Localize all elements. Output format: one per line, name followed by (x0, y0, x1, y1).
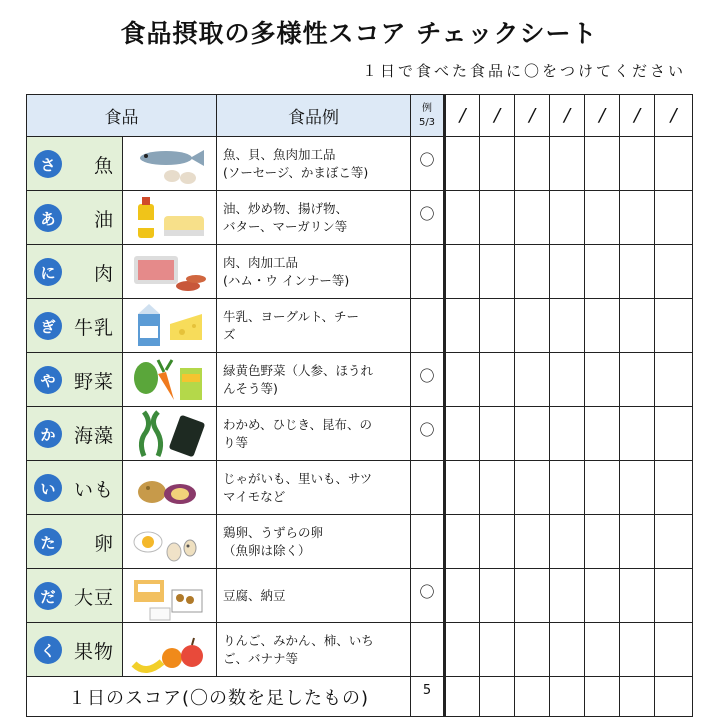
food-name: いも (73, 478, 114, 501)
check-cell[interactable] (585, 461, 620, 515)
page-title: 食品摂取の多様性スコア チェックシート (120, 19, 598, 48)
food-name: 卵 (93, 532, 114, 555)
check-cell[interactable] (550, 677, 585, 717)
check-cell[interactable] (620, 407, 655, 461)
check-cell[interactable] (550, 245, 585, 299)
check-cell[interactable] (480, 677, 515, 717)
food-row (27, 353, 693, 407)
check-cell[interactable] (445, 137, 480, 191)
check-cell[interactable] (655, 515, 693, 569)
food-name-cell (27, 623, 123, 677)
initial-badge: さ (34, 150, 62, 178)
initial-badge: か (34, 420, 62, 448)
seaweed-icon (123, 408, 213, 460)
header-row (27, 95, 693, 137)
food-header: 食品 (27, 95, 217, 137)
check-cell[interactable] (550, 299, 585, 353)
food-example-cell: 豆腐、納豆 (217, 569, 411, 623)
check-cell[interactable] (585, 191, 620, 245)
food-name: 海藻 (73, 424, 114, 447)
check-cell[interactable] (585, 353, 620, 407)
food-example-cell: わかめ、ひじき、昆布、の り等 (217, 407, 411, 461)
food-name-cell (27, 245, 123, 299)
check-cell[interactable] (445, 677, 480, 717)
check-cell[interactable] (585, 569, 620, 623)
food-row (27, 191, 693, 245)
check-cell[interactable] (445, 569, 480, 623)
food-row (27, 461, 693, 515)
food-name-cell (27, 569, 123, 623)
food-example-cell: 魚、貝、魚肉加工品 (ソーセージ、かまぼこ等) (217, 137, 411, 191)
check-cell[interactable] (515, 299, 550, 353)
date-slot[interactable]: / (515, 95, 550, 137)
check-cell[interactable] (620, 299, 655, 353)
check-cell[interactable] (620, 245, 655, 299)
check-cell[interactable] (515, 569, 550, 623)
food-example-cell: 肉、肉加工品 (ハム・ウ インナー等) (217, 245, 411, 299)
check-cell[interactable] (655, 407, 693, 461)
example-mark (411, 623, 445, 677)
check-cell[interactable] (620, 623, 655, 677)
initial-badge: に (34, 258, 62, 286)
food-name: 油 (93, 208, 114, 231)
check-cell[interactable] (585, 137, 620, 191)
check-cell[interactable] (620, 515, 655, 569)
check-cell[interactable] (620, 569, 655, 623)
food-name-cell (27, 461, 123, 515)
check-cell[interactable] (550, 461, 585, 515)
score-label: １日のスコア(〇の数を足したもの) (27, 677, 411, 717)
example-header: 食品例 (217, 95, 411, 137)
check-cell[interactable] (515, 515, 550, 569)
initial-badge: や (34, 366, 62, 394)
checklist-table (26, 94, 693, 717)
food-image-cell (123, 137, 217, 191)
example-col-header: 例 5/3 (411, 95, 445, 137)
check-cell[interactable] (445, 245, 480, 299)
food-example-cell: りんご、みかん、柿、いち ご、バナナ等 (217, 623, 411, 677)
check-cell[interactable] (585, 515, 620, 569)
milk-icon (123, 300, 213, 352)
example-mark: 〇 (411, 407, 445, 461)
check-cell[interactable] (655, 137, 693, 191)
food-name-cell (27, 515, 123, 569)
initial-badge: く (34, 636, 62, 664)
date-slot[interactable]: / (620, 95, 655, 137)
check-cell[interactable] (655, 353, 693, 407)
check-cell[interactable] (655, 461, 693, 515)
check-cell[interactable] (445, 299, 480, 353)
vegetable-icon (123, 354, 213, 406)
check-cell[interactable] (620, 461, 655, 515)
food-row (27, 407, 693, 461)
check-cell[interactable] (550, 137, 585, 191)
check-cell[interactable] (620, 137, 655, 191)
check-cell[interactable] (655, 245, 693, 299)
fish-icon (123, 138, 213, 190)
food-row (27, 137, 693, 191)
initial-badge: ぎ (34, 312, 62, 340)
food-name-cell (27, 191, 123, 245)
check-cell[interactable] (655, 677, 693, 717)
score-row (27, 677, 693, 717)
check-cell[interactable] (515, 245, 550, 299)
check-cell[interactable] (480, 299, 515, 353)
food-name-cell (27, 299, 123, 353)
food-name: 牛乳 (73, 316, 114, 339)
food-example-cell: 鶏卵、うずらの卵 （魚卵は除く） (217, 515, 411, 569)
check-cell[interactable] (515, 461, 550, 515)
check-cell[interactable] (585, 299, 620, 353)
initial-badge: あ (34, 204, 62, 232)
check-cell[interactable] (445, 191, 480, 245)
check-cell[interactable] (550, 515, 585, 569)
food-image-cell (123, 569, 217, 623)
food-name-cell (27, 353, 123, 407)
check-cell[interactable] (550, 623, 585, 677)
food-row (27, 515, 693, 569)
check-cell[interactable] (585, 245, 620, 299)
check-cell[interactable] (550, 191, 585, 245)
check-cell[interactable] (445, 407, 480, 461)
check-cell[interactable] (480, 407, 515, 461)
initial-badge: た (34, 528, 62, 556)
initial-badge: い (34, 474, 62, 502)
check-cell[interactable] (550, 407, 585, 461)
check-cell[interactable] (620, 353, 655, 407)
soybean-icon (123, 570, 213, 622)
check-cell[interactable] (655, 299, 693, 353)
example-mark (411, 461, 445, 515)
initial-badge: だ (34, 582, 62, 610)
food-name: 果物 (73, 640, 114, 663)
score-value: 5 (411, 677, 445, 717)
check-cell[interactable] (620, 677, 655, 717)
date-slot[interactable]: / (480, 95, 515, 137)
food-image-cell (123, 191, 217, 245)
food-name: 肉 (93, 262, 114, 285)
check-cell[interactable] (620, 191, 655, 245)
check-cell[interactable] (550, 569, 585, 623)
food-name-cell (27, 137, 123, 191)
food-row (27, 299, 693, 353)
check-cell[interactable] (655, 191, 693, 245)
potato-icon (123, 462, 213, 514)
fruit-icon (123, 624, 213, 676)
food-row (27, 245, 693, 299)
example-mark (411, 299, 445, 353)
check-cell[interactable] (480, 245, 515, 299)
food-image-cell (123, 461, 217, 515)
food-example-cell: 油、炒め物、揚げ物、 バター、マーガリン等 (217, 191, 411, 245)
food-image-cell (123, 353, 217, 407)
check-cell[interactable] (655, 623, 693, 677)
example-mark (411, 515, 445, 569)
date-slot[interactable]: / (585, 95, 620, 137)
check-cell[interactable] (585, 407, 620, 461)
food-name: 野菜 (73, 370, 114, 393)
check-cell[interactable] (550, 353, 585, 407)
egg-icon (123, 516, 213, 568)
example-mark: 〇 (411, 353, 445, 407)
check-cell[interactable] (445, 515, 480, 569)
food-image-cell (123, 515, 217, 569)
check-cell[interactable] (515, 677, 550, 717)
example-mark: 〇 (411, 137, 445, 191)
check-cell[interactable] (445, 623, 480, 677)
date-slot[interactable]: / (550, 95, 585, 137)
check-cell[interactable] (480, 569, 515, 623)
food-example-cell: 牛乳、ヨーグルト、チー ズ (217, 299, 411, 353)
food-row (27, 569, 693, 623)
example-mark: 〇 (411, 569, 445, 623)
example-mark: 〇 (411, 191, 445, 245)
check-cell[interactable] (480, 137, 515, 191)
check-cell[interactable] (480, 191, 515, 245)
check-cell[interactable] (480, 623, 515, 677)
check-cell[interactable] (445, 461, 480, 515)
check-cell[interactable] (585, 623, 620, 677)
check-cell[interactable] (480, 461, 515, 515)
food-image-cell (123, 407, 217, 461)
food-image-cell (123, 245, 217, 299)
food-name: 魚 (93, 154, 114, 177)
food-name: 大豆 (73, 586, 114, 609)
food-name-cell (27, 407, 123, 461)
food-image-cell (123, 623, 217, 677)
instruction-text: １日で食べた食品に〇をつけてください (361, 62, 686, 80)
check-cell[interactable] (515, 137, 550, 191)
food-example-cell: 緑黄色野菜（人参、ほうれ んそう等) (217, 353, 411, 407)
check-cell[interactable] (515, 407, 550, 461)
date-slot[interactable]: / (655, 95, 693, 137)
food-image-cell (123, 299, 217, 353)
example-mark (411, 245, 445, 299)
date-slot[interactable]: / (445, 95, 480, 137)
check-cell[interactable] (515, 623, 550, 677)
meat-icon (123, 246, 213, 298)
check-cell[interactable] (480, 353, 515, 407)
check-cell[interactable] (515, 191, 550, 245)
oil-bottle-icon (123, 192, 213, 244)
check-cell[interactable] (480, 515, 515, 569)
check-cell[interactable] (515, 353, 550, 407)
check-cell[interactable] (655, 569, 693, 623)
food-row (27, 623, 693, 677)
food-example-cell: じゃがいも、里いも、サツ マイモなど (217, 461, 411, 515)
check-cell[interactable] (445, 353, 480, 407)
check-cell[interactable] (585, 677, 620, 717)
